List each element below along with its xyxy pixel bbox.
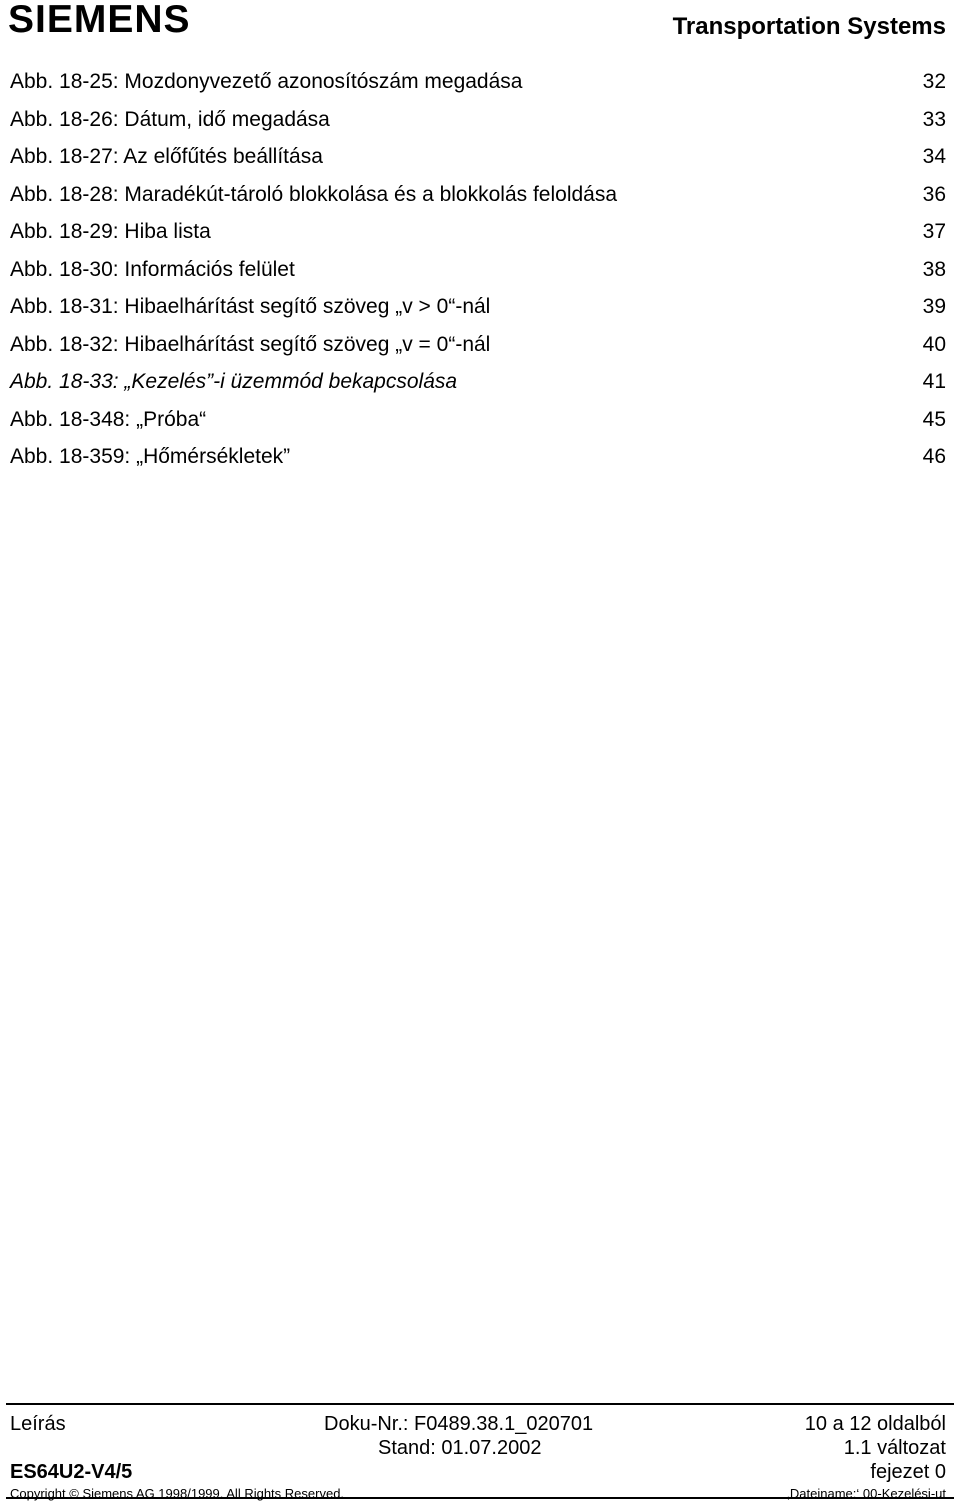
figure-title: Abb. 18-31: Hibaelhárítást segítő szöveg „v > 0“-nál — [10, 295, 491, 318]
figure-page-number: 38 — [922, 257, 946, 281]
product-name: ES64U2-V4/5 — [10, 1461, 133, 1483]
figure-list-item[interactable] — [10, 288, 946, 326]
figure-title: Abb. 18-30: Információs felület — [10, 257, 295, 281]
document-date: Stand: 01.07.2002 — [378, 1437, 542, 1459]
figure-list-item[interactable] — [10, 251, 946, 289]
figure-title: Abb. 18-26: Dátum, idő megadása — [10, 107, 330, 131]
figure-page-number: 33 — [922, 107, 946, 131]
chapter-info: fejezet 0 — [870, 1461, 946, 1483]
figure-page-number: 32 — [922, 70, 946, 93]
page-header — [0, 0, 960, 48]
figure-list-item[interactable] — [10, 326, 946, 364]
file-name: ‚Dateiname:‘ 00-Kezelési-ut — [787, 1486, 946, 1501]
siemens-logo: SIEMENS — [8, 0, 191, 41]
copyright-notice: Copyright © Siemens AG 1998/1999. All Rights Reserved. — [10, 1486, 345, 1501]
figure-list-item[interactable] — [10, 101, 946, 139]
figure-title: Abb. 18-25: Mozdonyvezető azonosítószám megadása — [10, 70, 523, 93]
figure-list-item[interactable] — [10, 63, 946, 101]
figure-title: Abb. 18-33: „Kezelés”-i üzemmód bekapcsolása — [10, 370, 458, 393]
figure-list-item[interactable] — [10, 176, 946, 214]
figure-page-number: 41 — [922, 370, 946, 393]
figure-list — [10, 63, 946, 476]
figure-page-number: 45 — [922, 407, 946, 431]
figure-page-number: 37 — [922, 220, 946, 243]
document-type: Leírás — [10, 1413, 66, 1435]
figure-title: Abb. 18-348: „Próba“ — [10, 407, 207, 431]
document-version: 1.1 változat — [843, 1437, 946, 1459]
figure-list-item[interactable] — [10, 138, 946, 176]
figure-list-item[interactable] — [10, 213, 946, 251]
figure-title: Abb. 18-32: Hibaelhárítást segítő szöveg „v = 0“-nál — [10, 332, 491, 356]
figure-title: Abb. 18-29: Hiba lista — [10, 220, 211, 243]
figure-title: Abb. 18-359: „Hőmérsékletek” — [10, 445, 291, 468]
figure-title: Abb. 18-27: Az előfűtés beállítása — [10, 145, 323, 168]
document-number: Doku-Nr.: F0489.38.1_020701 — [324, 1413, 594, 1435]
figure-page-number: 40 — [922, 332, 946, 356]
figure-list-item[interactable] — [10, 363, 946, 401]
figure-list-item[interactable] — [10, 401, 946, 439]
figure-page-number: 34 — [922, 145, 946, 168]
figure-title: Abb. 18-28: Maradékút-tároló blokkolása és a blokkolás feloldása — [10, 182, 618, 206]
figure-list-item[interactable] — [10, 438, 946, 476]
figure-page-number: 46 — [922, 445, 946, 468]
page-footer — [6, 1403, 954, 1499]
page-info: 10 a 12 oldalból — [804, 1413, 946, 1435]
figure-page-number: 39 — [922, 295, 946, 318]
figure-page-number: 36 — [922, 182, 946, 206]
division-title: Transportation Systems — [672, 13, 946, 40]
